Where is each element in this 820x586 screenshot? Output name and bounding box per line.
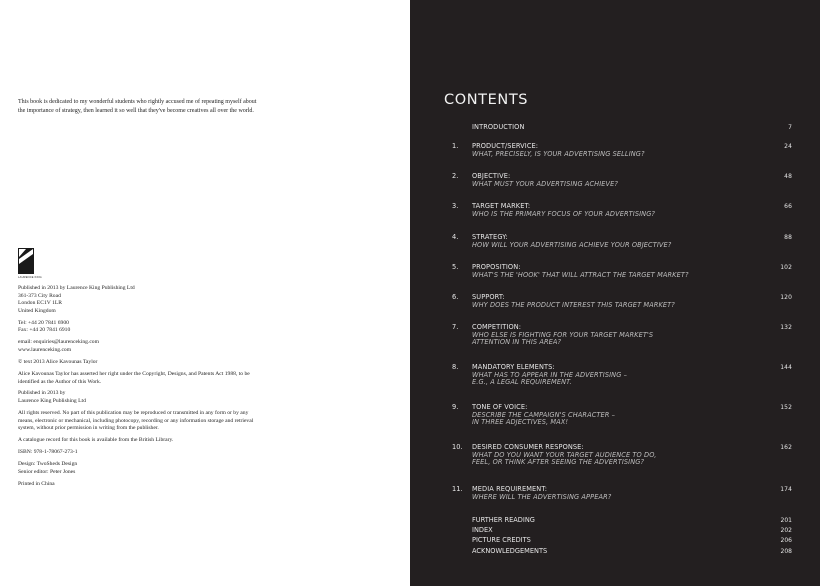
toc-subtitle: HOW WILL YOUR ADVERTISING ACHIEVE YOUR OBJECTIVE? <box>472 240 672 249</box>
toc-title: DESIRED CONSUMER RESPONSE: <box>472 443 584 451</box>
credits: Design: TwoSheds Design Senior editor: Peter Jones <box>18 461 78 475</box>
toc-title: MEDIA REQUIREMENT: <box>472 485 548 493</box>
page-title: CONTENTS <box>444 92 529 108</box>
toc-title: SUPPORT: <box>472 293 505 301</box>
publisher-logo-icon <box>18 248 34 274</box>
toc-subtitle: DESCRIBE THE CAMPAIGN'S CHARACTER – <box>472 410 616 419</box>
toc-page: 24 <box>784 143 792 150</box>
toc-subtitle: WHERE WILL THE ADVERTISING APPEAR? <box>472 492 612 501</box>
toc-page: 201 <box>780 517 792 524</box>
toc-title: PRODUCT/SERVICE: <box>472 142 539 150</box>
toc-title: COMPETITION: <box>472 323 522 331</box>
website-link: www.laurenceking.com <box>18 346 72 353</box>
web-contacts <box>18 339 258 354</box>
toc-subtitle: WHAT HAS TO APPEAR IN THE ADVERTISING – <box>472 370 628 379</box>
toc-title: INTRODUCTION <box>472 123 525 131</box>
toc-entry <box>452 264 792 279</box>
toc-number: 10. <box>452 443 463 451</box>
toc-title: MANDATORY ELEMENTS: <box>472 363 555 371</box>
toc-title: TONE OF VOICE: <box>472 403 528 411</box>
toc-subtitle: WHO IS THE PRIMARY FOCUS OF YOUR ADVERTISING? <box>472 209 656 218</box>
toc-title: PICTURE CREDITS <box>472 536 531 545</box>
back-matter-item <box>472 517 792 527</box>
back-matter <box>472 517 792 558</box>
toc-subtitle: WHAT, PRECISELY, IS YOUR ADVERTISING SELLING? <box>472 149 645 158</box>
toc-subtitle: E.G., A LEGAL REQUIREMENT. <box>472 378 572 387</box>
toc-page: 162 <box>780 444 792 451</box>
toc-subtitle: FEEL, OR THINK AFTER SEEING THE ADVERTISING? <box>472 458 645 467</box>
toc-page: 206 <box>780 537 792 545</box>
toc-entry <box>452 364 792 387</box>
toc-number: 4. <box>452 233 459 241</box>
toc-title: TARGET MARKET: <box>472 202 531 210</box>
toc-entry <box>452 404 792 427</box>
publisher-address: Published in 2013 by Laurence King Publishing Ltd 361-373 City Road London EC1V 1LR United Kingdom <box>18 285 135 314</box>
toc-page: 102 <box>780 264 792 271</box>
toc-title: PROPOSITION: <box>472 263 521 271</box>
toc-page: 7 <box>788 124 792 131</box>
toc-entry <box>452 324 792 347</box>
toc-page: 208 <box>780 547 792 555</box>
printed-in: Printed in China <box>18 480 55 487</box>
toc-entry <box>452 486 792 501</box>
published-by: Published in 2013 by Laurence King Publishing Ltd <box>18 390 86 405</box>
phone-numbers: Tel: +44 20 7841 6900 Fax: +44 20 7841 6910 <box>18 319 71 334</box>
toc-number: 11. <box>452 485 463 493</box>
toc-title: FURTHER READING <box>472 516 535 524</box>
toc-number: 5. <box>452 263 459 271</box>
toc-subtitle: WHY DOES THE PRODUCT INTEREST THIS TARGET MARKET? <box>472 300 675 309</box>
email-link: email: enquiries@laurenceking.com <box>18 339 99 346</box>
toc-entry <box>452 173 792 188</box>
back-matter-item <box>472 548 792 558</box>
toc-entry <box>452 234 792 249</box>
catalogue-note: A catalogue record for this book is available from the British Library. <box>18 437 174 444</box>
toc-page: 120 <box>780 294 792 301</box>
toc-title: ACKNOWLEDGEMENTS <box>472 546 548 555</box>
toc-entry <box>452 203 792 218</box>
toc-title: STRATEGY: <box>472 233 508 241</box>
toc-entry <box>452 444 792 467</box>
toc-page: 48 <box>784 173 792 180</box>
toc-number: 2. <box>452 172 459 180</box>
toc-entry <box>452 294 792 309</box>
toc-page: 144 <box>780 364 792 371</box>
toc-page: 132 <box>780 324 792 331</box>
toc-number: 9. <box>452 403 459 411</box>
toc-title: INDEX <box>472 526 493 535</box>
toc-number: 6. <box>452 293 459 301</box>
toc-intro <box>452 124 792 132</box>
toc-entry <box>452 143 792 158</box>
toc-title: OBJECTIVE: <box>472 172 511 180</box>
isbn: ISBN: 978-1-78067-273-1 <box>18 449 78 456</box>
toc-number: 7. <box>452 323 459 331</box>
toc-page: 152 <box>780 404 792 411</box>
contents-page <box>410 0 820 586</box>
copyright: © text 2013 Alice Kavounas Taylor <box>18 358 98 365</box>
rights-reserved: All rights reserved. No part of this publication may be reproduced or transmitted in any form or by any means, electronic or mechanical, including photocopy, recording or any information storage and retrieval system, without prior permission in writing from the publisher. <box>18 410 254 432</box>
toc-subtitle: WHO ELSE IS FIGHTING FOR YOUR TARGET MARKET'S <box>472 330 654 339</box>
author-rights: Alice Kavounas Taylor has asserted her right under the Copyright, Designs, and Patents Act 1988, to be identified as the Author of this Work. <box>18 370 250 385</box>
toc-page: 174 <box>780 486 792 493</box>
toc-number: 8. <box>452 363 459 371</box>
toc-subtitle: WHAT'S THE 'HOOK' THAT WILL ATTRACT THE TARGET MARKET? <box>472 270 689 279</box>
dedication: This book is dedicated to my wonderful students who rightly accused me of repeating myself about the importance of strategy, then learned it so well that they've become creatives all over the world. <box>18 99 257 114</box>
toc-page: 66 <box>784 203 792 210</box>
toc-number: 1. <box>452 142 459 150</box>
toc-subtitle: WHAT MUST YOUR ADVERTISING ACHIEVE? <box>472 179 619 188</box>
toc-page: 202 <box>780 527 792 535</box>
toc-subtitle: WHAT DO YOU WANT YOUR TARGET AUDIENCE TO DO, <box>472 450 657 459</box>
imprint <box>18 285 258 493</box>
toc-subtitle: ATTENTION IN THIS AREA? <box>472 338 562 347</box>
toc-subtitle: IN THREE ADJECTIVES, MAX! <box>472 418 569 427</box>
toc-number: 3. <box>452 202 459 210</box>
toc-page: 88 <box>784 234 792 241</box>
logo-wordmark: LAURENCE KING <box>18 276 42 279</box>
